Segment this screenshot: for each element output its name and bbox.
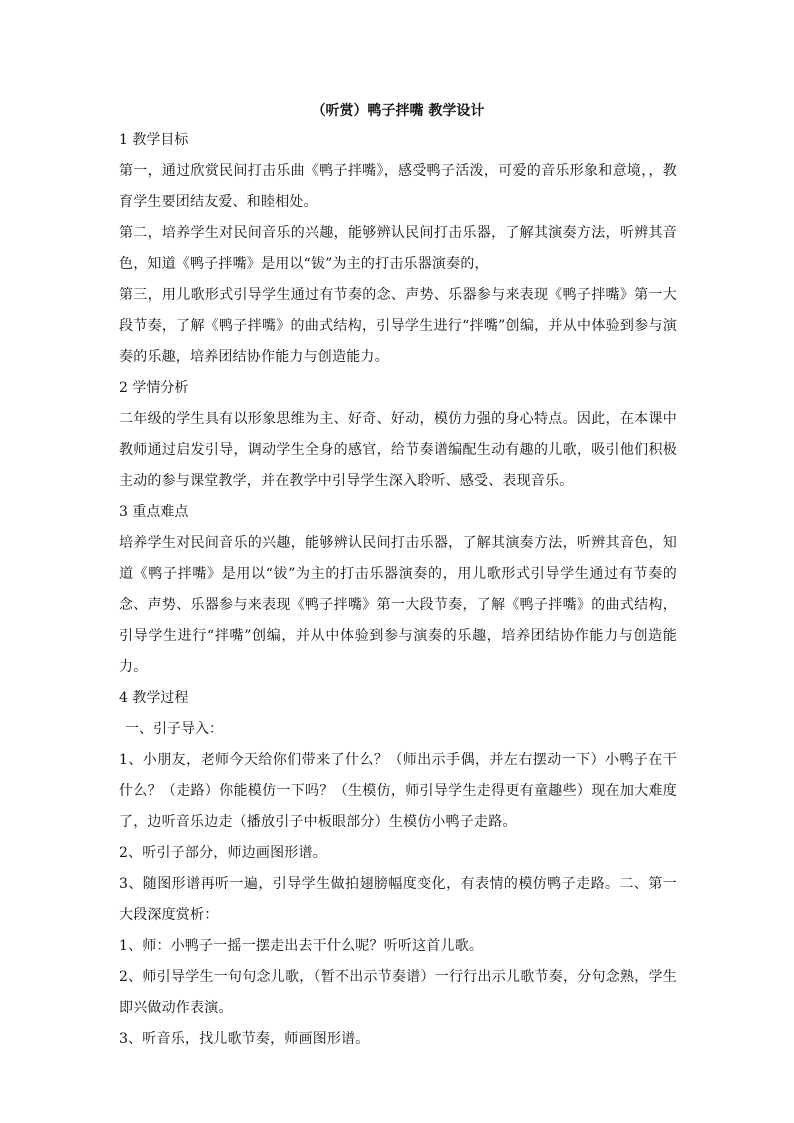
paragraph: 第二，培养学生对民间音乐的兴趣，能够辨认民间打击乐器，了解其演奏方法，听辨其音色，知道《鸭子拌嘴》是用以“钹”为主的打击乐器演奏的， — [119, 225, 677, 272]
document-page — [119, 97, 677, 1055]
paragraph: 第一，通过欣赏民间打击乐曲《鸭子拌嘴》，感受鸭子活泼，可爱的音乐形象和意境，，教育学生要团结友爱、和睦相处。 — [119, 163, 677, 210]
paragraph: 2、听引子部分，师边画图形谱。 — [119, 845, 327, 861]
paragraph: 3、听音乐，找儿歌节奏，师画图形谱。 — [119, 1031, 370, 1047]
section-heading: 3 重点难点 — [119, 504, 189, 520]
paragraph: 第三，用儿歌形式引导学生通过有节奏的念、声势、乐器参与来表现《鸭子拌嘴》第一大段节奏，了解《鸭子拌嘴》的曲式结构，引导学生进行“拌嘴”创编，并从中体验到参与演奏的乐趣，培养团结协作能力与创造能力。 — [119, 287, 677, 365]
paragraph: 培养学生对民间音乐的兴趣，能够辨认民间打击乐器，了解其演奏方法，听辨其音色，知道《鸭子拌嘴》是用以“钹”为主的打击乐器演奏的，用儿歌形式引导学生通过有节奏的念、声势、乐器参与来表现《鸭子拌嘴》第一大段节奏，了解《鸭子拌嘴》的曲式结构，引导学生进行“拌嘴”创编，并从中体验到参与演奏的乐趣，培养团结协作能力与创造能力。 — [119, 535, 677, 675]
section-heading: 4 教学过程 — [119, 690, 189, 706]
section-teaching-objectives — [119, 125, 677, 373]
section-heading: 1 教学目标 — [119, 132, 189, 148]
paragraph: 2、师引导学生一句句念儿歌，（暂不出示节奏谱）一行行出示儿歌节奏，分句念熟，学生即兴做动作表演。 — [119, 969, 677, 1016]
section-teaching-process — [119, 683, 677, 1055]
section-student-analysis — [119, 373, 677, 497]
paragraph: 3、随图形谱再听一遍，引导学生做拍翅膀幅度变化，有表情的模仿鸭子走路。二、第一大段深度赏析： — [119, 876, 677, 923]
subsection-heading: 一、引子导入： — [125, 721, 223, 737]
section-heading: 2 学情分析 — [119, 380, 189, 396]
paragraph: 1、小朋友，老师今天给你们带来了什么？（师出示手偶，并左右摆动一下）小鸭子在干什么？（走路）你能模仿一下吗？（生模仿，师引导学生走得更有童趣些）现在加大难度了，边听音乐边走（播放引子中板眼部分）生模仿小鸭子走路。 — [119, 752, 677, 830]
paragraph: 二年级的学生具有以形象思维为主、好奇、好动，模仿力强的身心特点。因此，在本课中教师通过启发引导，调动学生全身的感官，给节奏谱编配生动有趣的儿歌，吸引他们积极主动的参与课堂教学，并在教学中引导学生深入聆听、感受、表现音乐。 — [119, 411, 677, 489]
section-key-difficulties — [119, 497, 677, 683]
paragraph: 1、师：小鸭子一摇一摆走出去干什么呢？听听这首儿歌。 — [119, 938, 484, 954]
document-title: （听赏）鸭子拌嘴 教学设计 — [311, 103, 485, 119]
